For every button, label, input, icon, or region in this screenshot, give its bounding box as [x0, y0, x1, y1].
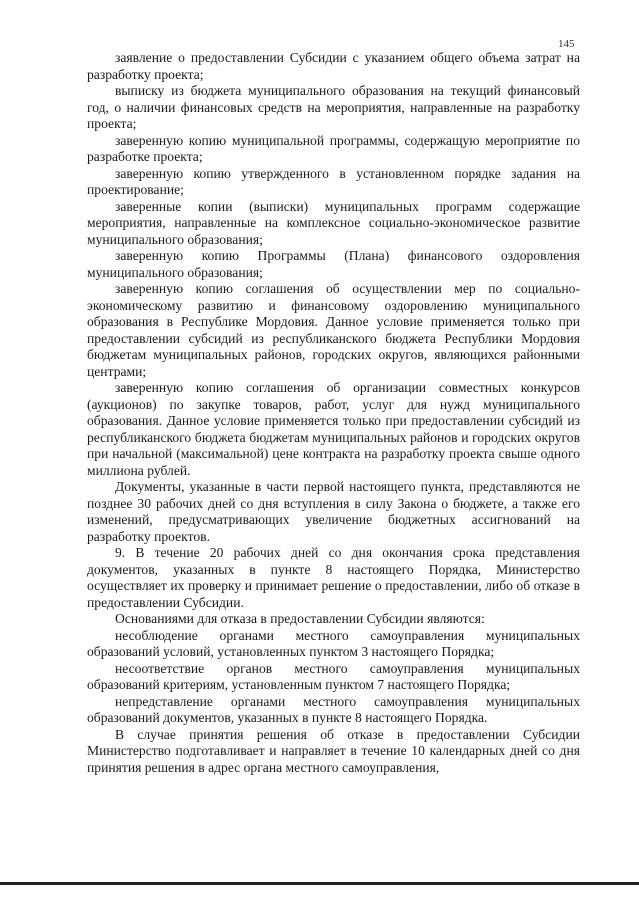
paragraph: заверенную копию соглашения об осуществлении мер по социально-экономическому развитию и финансовому оздоровлению муниципального образования в Республике Мордовия. Данное условие применяется только при предоставлении субсидий из республиканского бюджета Республики Мордовия бюджетам муниципальных районов, городских округов, являющихся районными центрами;: [87, 281, 580, 379]
paragraph: В случае принятия решения об отказе в предоставлении Субсидии Министерство подготавливает и направляет в течение 10 календарных дней со дня принятия решения в адрес органа местного самоуправления,: [87, 726, 580, 775]
paragraph: Документы, указанные в части первой настоящего пункта, представляются не позднее 30 рабочих дней со дня вступления в силу Закона о бюджете, а также его изменений, предусматривающих увеличение бюджетных ассигнований на разработку проектов.: [87, 479, 580, 544]
paragraph: непредставление органами местного самоуправления муниципальных образований документов, указанных в пункте 8 настоящего Порядка.: [87, 693, 580, 725]
paragraph: несоблюдение органами местного самоуправления муниципальных образований условий, установленных пунктом 3 настоящего Порядка;: [87, 627, 580, 659]
paragraph: заверенную копию муниципальной программы, содержащую мероприятие по разработке проекта;: [87, 132, 580, 164]
paragraph: выписку из бюджета муниципального образования на текущий финансовый год, о наличии финансовых средств на мероприятия, направленные на разработку проекта;: [87, 83, 580, 131]
document-body: [87, 50, 580, 776]
paragraph: заявление о предоставлении Субсидии с указанием общего объема затрат на разработку проекта;: [87, 50, 580, 82]
paragraph: заверенную копию Программы (Плана) финансового оздоровления муниципального образования;: [87, 248, 580, 280]
page-bottom-rule: [0, 882, 639, 885]
paragraph: заверенные копии (выписки) муниципальных программ содержащие мероприятия, направленные на комплексное социально-экономическое развитие муниципального образования;: [87, 198, 580, 247]
paragraph: заверенную копию утвержденного в установленном порядке задания на проектирование;: [87, 165, 580, 197]
paragraph: несоответствие органов местного самоуправления муниципальных образований критериям, установленным пунктом 7 настоящего Порядка;: [87, 660, 580, 692]
paragraph: заверенную копию соглашения об организации совместных конкурсов (аукционов) по закупке товаров, работ, услуг для нужд муниципального образования. Данное условие применяется только при предоставлении субсидий из республиканского бюджета бюджетам муниципальных районов и городских округов при начальной (максимальной) цене контракта на разработку проекта свыше одного миллиона рублей.: [87, 380, 580, 478]
page-number: 145: [558, 38, 575, 50]
paragraph: Основаниями для отказа в предоставлении Субсидии являются:: [115, 611, 485, 626]
paragraph: 9. В течение 20 рабочих дней со дня окончания срока представления документов, указанных в пункте 8 настоящего Порядка, Министерство осуществляет их проверку и принимает решение о предоставлении, либо об отказе в предоставлении Субсидии.: [87, 545, 580, 610]
